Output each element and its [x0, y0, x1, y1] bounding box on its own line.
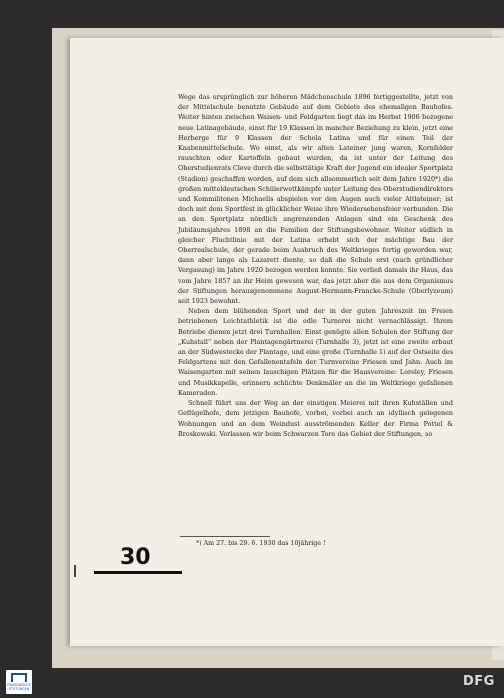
paragraph-2: Neben dem blühenden Sport und der in der guten Jahreszeit im Freien betriebenen Leichtathletik ist die edle Turnerei nicht vernachlässigt. Ihrem Betriebe dienen jetzt drei Turnhallen. Einst genügte allen Schulen der Stiftung der „Kuhstall“ neben der Plantagengärtnerei (Turnhalle 3), jetzt ist eine zweite erbaut an der Südwestecke der Plantage, und eine große (Turnhalle 1) auf der Ostseite des Feldgartens mit den Gefallenentafeln der Turnvereine Friesen und Jahn. Auch im Waisengarten mit seinen lauschigen Plätzen für die Hausvereine: Loreley, Friesen und Musikkapelle, erinnern schlichte Denkmäler an die im Weltkriege gefallenen Kameraden.	[178, 307, 453, 397]
page-number: 30	[120, 545, 151, 570]
logo-text: FRANCKESCHE STIFTUNGEN	[7, 683, 31, 691]
footnote-rule	[180, 536, 270, 537]
body-text	[178, 92, 453, 439]
viewer-footer	[0, 668, 504, 698]
dfg-logo[interactable]: DFG	[463, 674, 495, 689]
page-number-rule	[94, 571, 182, 574]
footnote: *) Am 27. bis 29. 6. 1930 das 10jährige !	[196, 540, 326, 547]
franckesche-stiftungen-logo[interactable]	[6, 670, 32, 694]
logo-icon	[11, 673, 27, 682]
margin-mark	[74, 565, 76, 577]
paragraph-3: Schnell führt uns der Weg an der einstigen Meierei mit ihren Kuhställen und Geflügelhofe, dem jetzigen Bauhofe, vorbei, vorbei auch an idyllisch gelegenen Wohnungen und an dem Weindust ausströmenden Keller der Firma Pottel & Broskowski. Verlassen wir beim Schwarzen Tore das Gebiet der Stiftungen, so	[178, 399, 453, 438]
paragraph-1: Wege das ursprünglich zur höheren Mädchenschule 1896 fertiggestellte, jetzt von der Mittelschule benutzte Gebäude auf dem Gebiete des ehemaligen Bauhofes. Weiter hinten zwischen Waisen- und Feldgarten liegt das im Herbst 1906 bezogene neue Latinagebäude, einst für 19 Klassen in mancher Beziehung zu klein, jetzt eine Herberge für 9 Klassen der Schola Latina und für einen Teil der Knabenmittelschule. Wo einst, als wir alten Lateiner jung waren, Kornfelder rauschten oder Kartoffeln gebaut wurden, da ist unter der Leitung des Oberstudienrats Cleve durch die selbsttätige Kraft der Jugend ein idealer Sportplatz (Stadion) geschaffen worden, auf dem sich allsommerlich seit dem Jahre 1920*) die großen mitteldeutschen Schülerwettkämpfe unter Leitung des Oberstudiendirektors und Kommilitonen Michaelis abspielen vor den Augen auch vieler Altlateiner; ist doch mit dem Sportfest in glücklicher Weise ihre Wiedersehensfeier verbunden. Die an den Sportplatz nördlich angrenzenden Anlagen sind ein Geschenk des Jubiläumsjahres 1898 an die Familien der Stiftungsbewohner. Weiter südlich in gleicher Fluchtlinie mit der Latina erhebt sich der mächtige Bau der Oberrealschule, der gerade beim Ausbruch des Weltkrieges fertig geworden war, dann aber lange als Lazarett diente, so daß die Schule erst (nach gründlicher Vergasung) im Jahre 1920 bezogen werden konnte. Sie verließ damals ihr Haus, das vom Jahre 1857 an ihr Heim gewesen war, das jetzt aber die aus dem Organismus der Stiftungen herausgenommene August-Hermann-Francke-Schule (Oberlyzeum) seit 1923 bewohnt.	[178, 93, 453, 306]
